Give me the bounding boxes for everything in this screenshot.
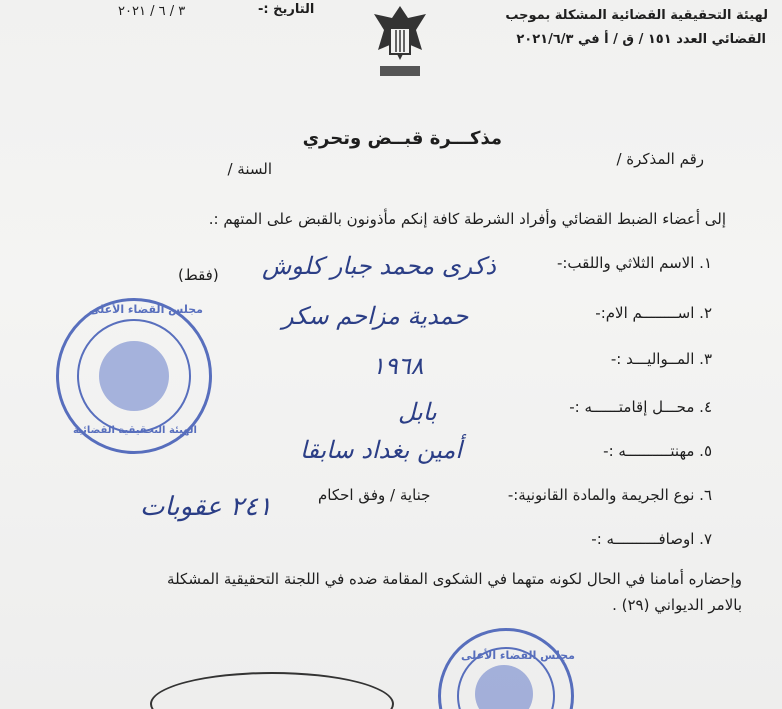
- closing-line-2: بالامر الديواني (٢٩) .: [612, 596, 742, 614]
- field-name-note: (فقط): [178, 266, 219, 284]
- memo-number-label: رقم المذكرة /: [616, 150, 704, 168]
- field-description-label: ٧. اوصافــــــــــه :-: [591, 530, 712, 548]
- field-profession-value: أمين بغداد سابقا: [300, 436, 463, 464]
- field-mother-value: حمدية مزاحم سكر: [282, 302, 469, 330]
- org-line-1: لهيئة التحقيقية القضائية المشكلة بموجب: [505, 8, 768, 23]
- field-profession-label: ٥. مهنتــــــــــه :-: [603, 442, 712, 460]
- field-mother-label: ٢. اســــــــم الام:-: [595, 304, 712, 322]
- document-title: مذكـــرة قبــض وتحري: [302, 128, 502, 149]
- field-name-value: ذكرى محمد جبار كلوش: [262, 252, 496, 280]
- field-birth-label: ٣. المــواليـــد :-: [610, 350, 712, 368]
- field-residence-label: ٤. محـــل إقامتــــــه :-: [569, 398, 712, 416]
- org-line-2: القضائي العدد ١٥١ / ق / أ في ٢٠٢١/٦/٣: [516, 32, 766, 47]
- field-crime-handwritten-value: ٢٤١ عقوبات: [140, 492, 272, 522]
- signature-oval: [150, 672, 394, 709]
- date-label: التاريخ :-: [258, 2, 315, 17]
- stamp1-top-text: مجلس القضاء الأعلى: [89, 303, 203, 316]
- addressee-line: إلى أعضاء الضبط القضائي وأفراد الشرطة كافة إنكم مأذونون بالقبض على المتهم :.: [208, 210, 726, 228]
- stamp2-top-text: مجلس القضاء الأعلى: [461, 649, 575, 662]
- court-stamp-2: [438, 628, 574, 709]
- court-stamp-1: [56, 298, 212, 454]
- field-residence-value: بابل: [398, 398, 437, 426]
- iraq-eagle-emblem-icon: [368, 0, 432, 84]
- closing-line-1: وإحضاره أمامنا في الحال لكونه متهما في الشكوى المقامة ضده في اللجنة التحقيقية المشكلة: [167, 570, 742, 588]
- field-birth-value: ١٩٦٨: [372, 352, 424, 380]
- field-name-label: ١. الاسم الثلاثي واللقب:-: [556, 254, 712, 272]
- date-value: ٣ / ٦ / ٢٠٢١: [118, 4, 186, 19]
- year-label: السنة /: [227, 160, 272, 178]
- stamp1-bottom-text: الهيئة التحقيقية القضائية: [73, 425, 197, 436]
- field-crime-typed-value: جناية / وفق احكام: [318, 486, 431, 504]
- field-crime-label: ٦. نوع الجريمة والمادة القانونية:-: [507, 486, 712, 504]
